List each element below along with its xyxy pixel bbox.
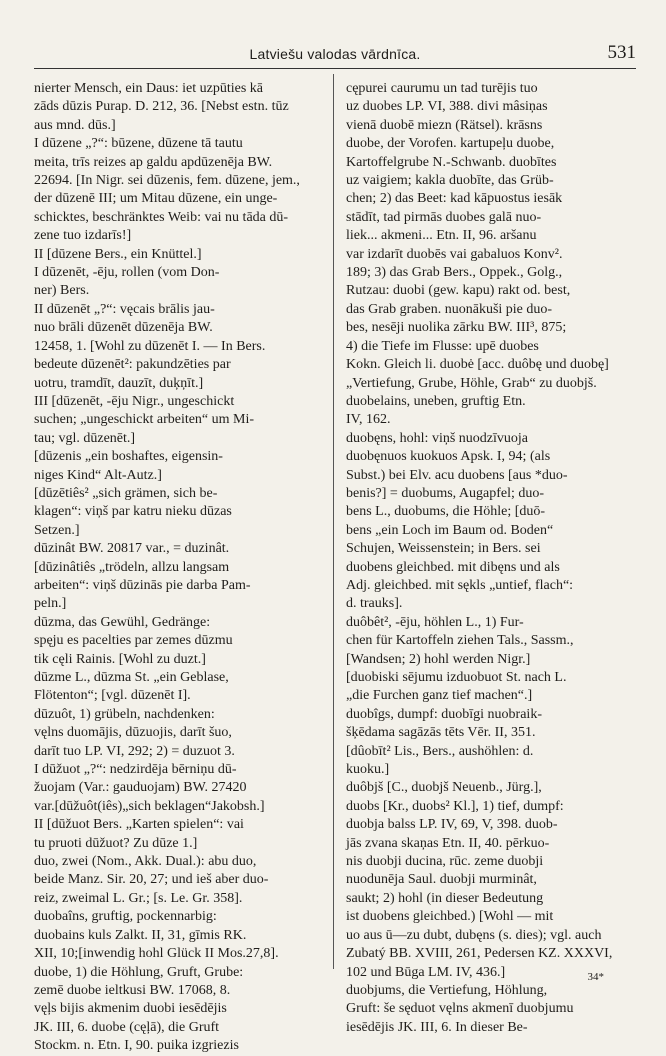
text-line: vienā duobē miezn (Rätsel). krāsns	[346, 117, 543, 133]
text-line: tu pruoti dūžuot? Zu dūze 1.]	[34, 835, 198, 851]
text-line: duobe, 1) die Höhlung, Gruft, Grube:	[34, 964, 244, 980]
text-line: chen für Kartoffeln ziehen Tals., Sassm.,	[346, 633, 574, 649]
text-line: uo aus ū—zu dubt, dubęns (s. dies); vgl. auch	[346, 927, 602, 943]
text-line: II dūzenēt „?“: vęcais brālis jau-	[34, 301, 215, 317]
text-line: nierter Mensch, ein Daus: iet uzpūties kā	[34, 81, 263, 96]
text-line: XII, 10;[inwendig hohl Glück II Mos.27,8].	[34, 946, 279, 962]
text-line: I dūžuot „?“: nedzirdēja bērniņu dū-	[34, 762, 237, 778]
text-line: [dûobīt² Lis., Bers., aushöhlen: d.	[346, 743, 534, 759]
text-line: meita, trīs reizes ap galdu apdūzenēja BW.	[34, 154, 273, 170]
text-line: duobelains, uneben, gruftig Etn.	[346, 393, 526, 409]
text-line: [dūzētiês² „sich grämen, sich be-	[34, 485, 218, 501]
text-line: Adj. gleichbed. mit sękls „untief, flach“:	[346, 577, 574, 593]
page-header	[34, 42, 636, 66]
page-number: 531	[607, 42, 636, 63]
text-line: liek... akmeni... Etn. II, 96. aršanu	[346, 228, 537, 244]
text-line: tik cęli Rainis. [Wohl zu duzt.]	[34, 651, 206, 667]
text-line: d. trauks].	[346, 596, 403, 612]
text-line: II [dūzene Bers., ein Knüttel.]	[34, 246, 202, 262]
text-line: I dūzene „?“: būzene, dūzene tā tautu	[34, 136, 243, 152]
text-line: 4) die Tiefe im Flusse: upē duobes	[346, 338, 539, 354]
text-line: duobîgs, dumpf: duobīgi nuobraik-	[346, 706, 542, 722]
text-line: Flötenton“; [vgl. dūzenēt I].	[34, 688, 191, 704]
text-line: bes, nesēji nuolika zārku BW. III³, 875;	[346, 320, 567, 336]
text-line: darīt tuo LP. VI, 292; 2) = duzuot 3.	[34, 743, 235, 759]
text-line: duobens gleichbed. mit dibęns und als	[346, 559, 560, 575]
text-line: benis?] = duobums, Augapfel; duo-	[346, 485, 545, 501]
text-line: aus mnd. dūs.]	[34, 117, 116, 133]
text-line: duobe, der Vorofen. kartupeļu duobe,	[346, 136, 555, 152]
text-line: III [dūzenēt, -ēju Nigr., ungeschickt	[34, 393, 235, 409]
text-line: arbeiten“: viņš dūzinās pie darba Pam-	[34, 577, 251, 593]
text-line: nis duobji ducina, rūc. zeme duobji	[346, 854, 544, 870]
text-line: Schujen, Weissenstein; in Bers. sei	[346, 541, 541, 557]
text-line: uotru, tramdīt, dauzīt, duķņīt.]	[34, 375, 204, 391]
text-line: ner) Bers.	[34, 283, 90, 299]
text-line: Subst.) bei Elv. acu duobens [aus *duo-	[346, 467, 568, 483]
text-line: zene tuo izdarīs!]	[34, 228, 132, 244]
text-line: chen; 2) das Beet: kad kāpuostus iesāk	[346, 191, 563, 207]
text-line: cępurei caurumu un tad turējis tuo	[346, 81, 538, 96]
text-line: žuojam (Var.: gauduojam) BW. 27420	[34, 780, 247, 796]
text-line: „die Furchen ganz tief machen“.]	[346, 688, 533, 704]
text-line: das Grab graben. nuonākuši pie duo-	[346, 301, 553, 317]
text-line: zāds dūzis Purap. D. 212, 36. [Nebst estn. tūz	[34, 99, 289, 115]
text-line: Stockm. n. Etn. I, 90. puika izgriezis	[34, 1038, 239, 1054]
text-line: uz duobes LP. VI, 388. divi mâsiņas	[346, 99, 548, 115]
text-line: Rutzau: duobi (gew. kapu) rakt od. best,	[346, 283, 571, 299]
text-line: reiz, zweimal L. Gr.; [s. Le. Gr. 358].	[34, 890, 243, 906]
text-line: nuodunēja Saul. duobji murminât,	[346, 872, 537, 888]
text-line: 189; 3) das Grab Bers., Oppek., Golg.,	[346, 265, 563, 281]
text-line: bedeute dūzenēt²: pakundzēties par	[34, 357, 231, 373]
text-line: stādīt, tad pirmās duobes galā nuo-	[346, 209, 542, 225]
text-line: JK. III, 6. duobe (cęļā), die Gruft	[34, 1019, 220, 1035]
text-line: saukt; 2) hohl (in dieser Bedeutung	[346, 890, 544, 906]
text-line: IV, 162.	[346, 412, 391, 428]
text-line: spęju es pacelties par zemes dūzmu	[34, 633, 233, 649]
text-line: jās zvana skaņas Etn. II, 40. pērkuo-	[346, 835, 550, 851]
text-line: beide Manz. Sir. 20, 27; und ieš aber duo-	[34, 872, 269, 888]
text-line: uz vaigiem; kakla duobīte, das Grüb-	[346, 173, 554, 189]
text-line: duobja balss LP. IV, 69, V, 398. duob-	[346, 817, 558, 833]
text-line: duobains kuls Zalkt. II, 31, gīmis RK.	[34, 927, 247, 943]
text-line: suchen; „ungeschickt arbeiten“ um Mi-	[34, 412, 255, 428]
text-line: [dūzinâtiês „trödeln, allzu langsam	[34, 559, 230, 575]
text-line: vęlns duomājis, dūzuojis, darīt šuo,	[34, 725, 232, 741]
text-line: duo, zwei (Nom., Akk. Dual.): abu duo,	[34, 854, 257, 870]
text-line: II [dūžuot Bers. „Karten spielen“: vai	[34, 817, 244, 833]
text-line: duobs [Kr., duobs² Kl.], 1) tief, dumpf:	[346, 798, 564, 814]
text-line: klagen“: viņš par katru nieku dūzas	[34, 504, 232, 520]
column-divider	[333, 74, 334, 969]
text-line: iesēdējis JK. III, 6. In dieser Be-	[346, 1019, 528, 1035]
text-line: duobjums, die Vertiefung, Höhlung,	[346, 982, 548, 998]
text-line: tau; vgl. dūzenēt.]	[34, 430, 136, 446]
text-line: 12458, 1. [Wohl zu dūzenēt I. — In Bers.	[34, 338, 266, 354]
text-line: „Vertiefung, Grube, Höhle, Grab“ zu duobjš.	[346, 375, 597, 391]
signature-mark: 34*	[587, 971, 604, 983]
text-line: duobęns, hohl: viņš nuodzīvuoja	[346, 430, 528, 446]
text-line: [dūzenis „ein boshaftes, eigensin-	[34, 449, 223, 465]
text-line: I dūzenēt, -ēju, rollen (vom Don-	[34, 265, 220, 281]
text-line: kuoku.]	[346, 762, 390, 778]
text-line: nuo brāli dūzenēt dūzenēja BW.	[34, 320, 213, 336]
text-line: zemē duobe ieltkusi BW. 17068, 8.	[34, 982, 231, 998]
text-line: var izdarīt duobēs vai gabaluos Konv².	[346, 246, 563, 262]
text-line: Kartoffelgrube N.-Schwanb. duobītes	[346, 154, 557, 170]
text-line: bens „ein Loch im Baum od. Boden“	[346, 522, 554, 538]
text-line: 102 und Būga LM. IV, 436.]	[346, 964, 506, 980]
text-line: Zubatý BB. XVIII, 261, Pedersen KZ. XXXVI,	[346, 946, 613, 962]
text-line: duobęnuos kuokuos Apsk. I, 94; (als	[346, 449, 551, 465]
text-line: 22694. [In Nigr. sei dūzenis, fem. dūzene, jem.,	[34, 173, 300, 189]
text-line: [Wandsen; 2) hohl werden Nigr.]	[346, 651, 531, 667]
left-column	[34, 80, 320, 1054]
text-line: duobaîns, gruftig, pockennarbig:	[34, 909, 217, 925]
text-line: duôbjš [C., duobjš Neuenb., Jürg.],	[346, 780, 542, 796]
text-line: var.[dūžuôt(iês)„sich beklagen“Jakobsh.]	[34, 798, 265, 814]
text-line: bens L., duobums, die Höhle; [duō-	[346, 504, 546, 520]
text-line: peln.]	[34, 596, 67, 612]
header-rule	[34, 68, 636, 69]
text-line: niges Kind“ Alt-Autz.]	[34, 467, 162, 483]
text-line: vęļs bijis akmenim duobi iesēdējis	[34, 1001, 227, 1017]
text-line: der dūzenē III; um Mitau dūzene, ein unge-	[34, 191, 278, 207]
text-line: duôbêt², -ēju, höhlen L., 1) Fur-	[346, 614, 524, 630]
text-line: dūzme L., dūzma St. „ein Geblase,	[34, 670, 229, 685]
text-line: šķēdama sagāzās tēts Vēr. II, 351.	[346, 725, 536, 741]
text-line: Setzen.]	[34, 522, 80, 538]
text-line: Kokn. Gleich li. duobė [acc. duôbę und duobę]	[346, 357, 609, 373]
running-title: Latviešu valodas vārdnīca.	[249, 46, 421, 62]
text-line: Gruft: še sęduot vęlns akmenī duobjumu	[346, 1001, 574, 1017]
text-line: [duobiski sējumu izduobuot St. nach L.	[346, 670, 567, 685]
text-line: dūzma, das Gewühl, Gedränge:	[34, 614, 211, 630]
text-line: schicktes, beschränktes Weib: vai nu tāda dū-	[34, 209, 289, 225]
text-line: dūzinât BW. 20817 var., = duzinât.	[34, 541, 230, 557]
text-line: dūzuôt, 1) grübeln, nachdenken:	[34, 706, 215, 722]
text-line: ist duobens gleichbed.) [Wohl — mit	[346, 909, 554, 925]
